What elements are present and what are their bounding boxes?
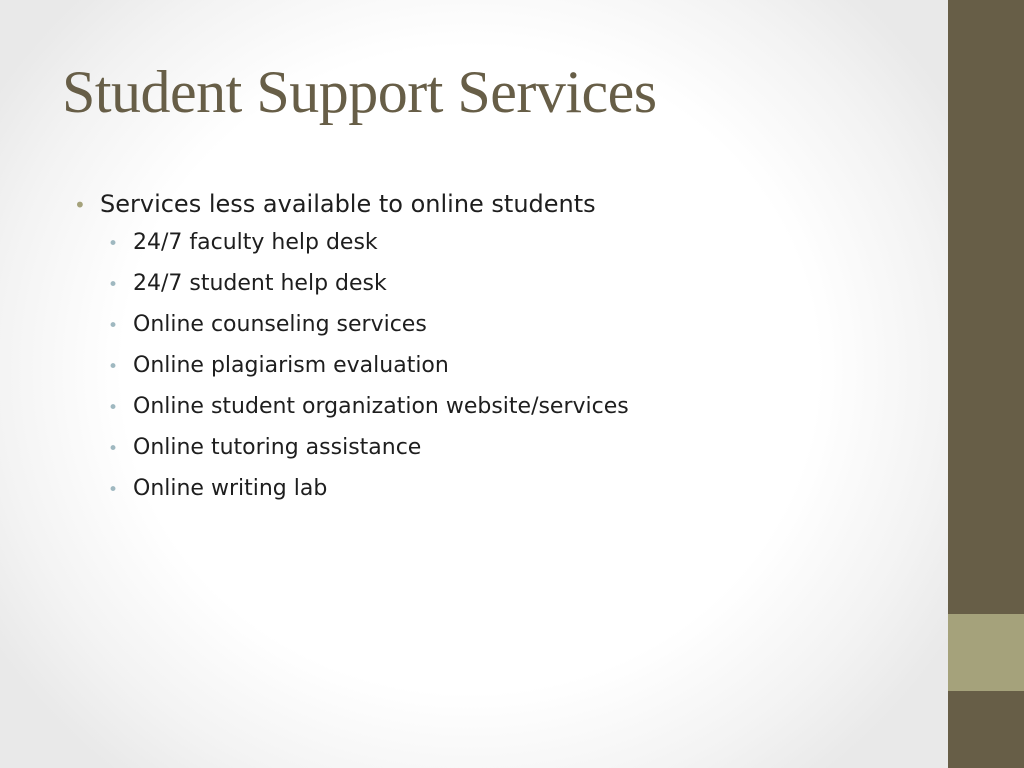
sub-bullet-text: 24/7 faculty help desk <box>133 230 378 255</box>
sub-bullet-item <box>108 307 934 348</box>
bullet-icon: • <box>108 275 119 295</box>
sub-bullet-text: Online writing lab <box>133 476 328 501</box>
slide-content <box>74 186 934 512</box>
sub-bullet-item <box>108 389 934 430</box>
bullet-icon: • <box>108 480 119 500</box>
sub-bullet-text: 24/7 student help desk <box>133 271 387 296</box>
sub-bullet-text: Online plagiarism evaluation <box>133 353 449 378</box>
sub-bullet-text: Online tutoring assistance <box>133 435 422 460</box>
sub-bullet-text: Online counseling services <box>133 312 427 337</box>
bullet-icon: • <box>108 439 119 459</box>
bullet-icon: • <box>74 193 86 217</box>
sidebar-accent-block <box>948 614 1024 691</box>
bullet-text: Services less available to online students <box>100 190 596 218</box>
sub-bullet-item <box>108 430 934 471</box>
sub-bullet-text: Online student organization website/services <box>133 394 629 419</box>
sub-bullet-item <box>108 471 934 512</box>
sub-bullet-item <box>108 225 934 266</box>
bullet-item <box>74 186 934 223</box>
slide-title: Student Support Services <box>62 59 657 125</box>
sub-bullet-item <box>108 348 934 389</box>
bullet-icon: • <box>108 398 119 418</box>
sub-bullet-item <box>108 266 934 307</box>
bullet-icon: • <box>108 316 119 336</box>
sub-bullet-list <box>108 225 934 512</box>
bullet-icon: • <box>108 234 119 254</box>
bullet-icon: • <box>108 357 119 377</box>
